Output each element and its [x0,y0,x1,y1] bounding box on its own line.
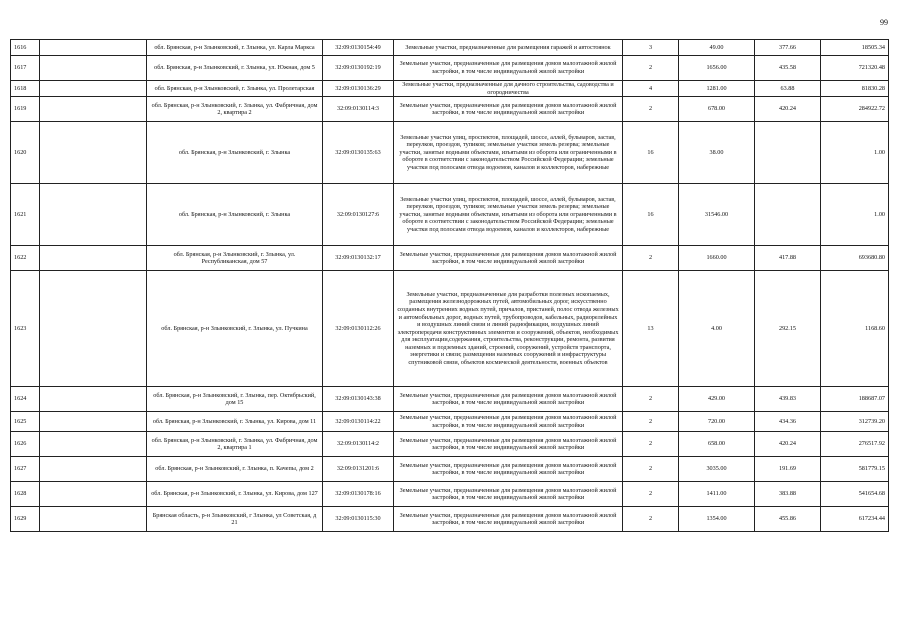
address-cell: обл. Брянская, р-н Злынковский, г. Злынка, пер. Октябрьский, дом 15 [147,387,323,412]
use-code-cell: 2 [623,387,679,412]
cadastral-number-cell: 32:09:0130112:26 [323,271,394,387]
land-use-cell: Земельные участки улиц, проспектов, площадей, шоссе, аллей, бульваров, застав, переулков, проездов, тупиков; земельные участки земель резерва; земельные участки, занятые водными объектами, изъятыми из оборота или ограниченными в обороте в соответствии с законодательством Российской Федерации; земельные участки под полосами отвода водоемов, каналов и коллекторов, набережные [394,184,623,246]
row-number: 1625 [11,412,40,432]
use-code-cell: 16 [623,184,679,246]
cadastral-number-cell: 32:09:0130115:30 [323,507,394,532]
specific-value-cell: 439.83 [755,387,821,412]
land-use-cell: Земельные участки, предназначенные для разработки полезных ископаемых, размещения железнодорожных путей, автомобильных дорог, искусственно созданных внутренних водных путей, причалов, пристаней, полос отвода железных и автомобильных дорог, водных путей, трубопроводов, кабельных, радиорелейных и воздушных линий связи и линий радиофикации, воздушных линий электропередачи конструктивных элементов и сооружений, объектов, необходимых для эксплуатации,содержания, строительства, реконструкции, ремонта, развития наземных и подземных зданий, строений, сооружений, устройств транспорта, энергетики и связи; размещения наземных сооружений и инфраструктуры спутниковой связи, объектов космической деятельности, военных объектов [394,271,623,387]
land-use-cell: Земельные участки, предназначенные для размещения гаражей и автостоянок [394,40,623,56]
row-number: 1628 [11,482,40,507]
cadastral-number-cell: 32:09:0130136:29 [323,81,394,97]
table-row [11,432,889,457]
land-use-cell: Земельные участки, предназначенные для размещения домов малоэтажной жилой застройки, в том числе индивидуальной жилой застройки [394,412,623,432]
specific-value-cell: 383.88 [755,482,821,507]
land-use-cell: Земельные участки улиц, проспектов, площадей, шоссе, аллей, бульваров, застав, переулков, проездов, тупиков; земельные участки земель резерва; земельные участки, занятые водными объектами, изъятыми из оборота или ограниченными в обороте в соответствии с законодательством Российской Федерации; земельные участки под полосами отвода водоемов, каналов и коллекторов, набережные [394,122,623,184]
area-cell: 49.00 [679,40,755,56]
land-use-cell: Земельные участки, предназначенные для размещения домов малоэтажной жилой застройки, в том числе индивидуальной жилой застройки [394,246,623,271]
specific-value-cell: 191.69 [755,457,821,482]
table-row [11,56,889,81]
cadastral-cost-cell: 18505.34 [821,40,889,56]
empty-cell [40,246,147,271]
specific-value-cell [755,184,821,246]
use-code-cell: 16 [623,122,679,184]
specific-value-cell: 420.24 [755,432,821,457]
address-cell: обл. Брянская, р-н Злынковский, г. Злынка [147,122,323,184]
cadastral-cost-cell: 581779.15 [821,457,889,482]
table-row [11,457,889,482]
specific-value-cell: 292.15 [755,271,821,387]
land-use-cell: Земельные участки, предназначенные для размещения домов малоэтажной жилой застройки, в том числе индивидуальной жилой застройки [394,457,623,482]
row-number: 1626 [11,432,40,457]
cadastral-cost-cell: 693680.80 [821,246,889,271]
area-cell: 429.00 [679,387,755,412]
table-row [11,97,889,122]
row-number: 1619 [11,97,40,122]
row-number: 1622 [11,246,40,271]
use-code-cell: 2 [623,482,679,507]
address-cell: обл. Брянская, р-н Злынковский, г. Злынка, ул. Фабричная, дом 2, квартира 1 [147,432,323,457]
area-cell: 658.00 [679,432,755,457]
empty-cell [40,271,147,387]
row-number: 1627 [11,457,40,482]
area-cell: 1656.00 [679,56,755,81]
area-cell: 3035.00 [679,457,755,482]
area-cell: 1411.00 [679,482,755,507]
empty-cell [40,184,147,246]
use-code-cell: 2 [623,246,679,271]
address-cell: обл. Брянская, р-н Злынковский, г. Злынка [147,184,323,246]
cadastral-number-cell: 32:09:0130114:3 [323,97,394,122]
land-use-cell: Земельные участки, предназначенные для размещения домов малоэтажной жилой застройки, в том числе индивидуальной жилой застройки [394,507,623,532]
use-code-cell: 13 [623,271,679,387]
use-code-cell: 4 [623,81,679,97]
cadastral-cost-cell: 541654.68 [821,482,889,507]
row-number: 1618 [11,81,40,97]
empty-cell [40,81,147,97]
specific-value-cell: 434.36 [755,412,821,432]
cadastral-cost-cell: 81830.28 [821,81,889,97]
table-row [11,482,889,507]
cadastral-cost-cell: 1.00 [821,184,889,246]
land-use-cell: Земельные участки, предназначенные для размещения домов малоэтажной жилой застройки, в том числе индивидуальной жилой застройки [394,432,623,457]
empty-cell [40,457,147,482]
use-code-cell: 3 [623,40,679,56]
specific-value-cell: 455.86 [755,507,821,532]
area-cell: 38.00 [679,122,755,184]
table-row [11,387,889,412]
specific-value-cell: 417.88 [755,246,821,271]
cadastral-number-cell: 32:09:0130114:2 [323,432,394,457]
specific-value-cell: 63.88 [755,81,821,97]
table-row [11,412,889,432]
empty-cell [40,387,147,412]
empty-cell [40,432,147,457]
land-use-cell: Земельные участки, предназначенные для размещения домов малоэтажной жилой застройки, в том числе индивидуальной жилой застройки [394,387,623,412]
empty-cell [40,97,147,122]
page-number: 99 [880,18,888,27]
address-cell: обл. Брянская, р-н Злынковский, г. Злынка, ул. Карла Маркса [147,40,323,56]
empty-cell [40,40,147,56]
cadastral-cost-cell: 1.00 [821,122,889,184]
specific-value-cell [755,122,821,184]
area-cell: 1354.00 [679,507,755,532]
table-row [11,184,889,246]
cadastral-registry-table [10,39,889,532]
cadastral-cost-cell: 1168.60 [821,271,889,387]
address-cell: Брянская область, р-н Злынковский, г Злынка, ул Советская, д 21 [147,507,323,532]
table-row [11,40,889,56]
row-number: 1623 [11,271,40,387]
row-number: 1624 [11,387,40,412]
cadastral-number-cell: 32:09:0130178:16 [323,482,394,507]
row-number: 1629 [11,507,40,532]
land-use-cell: Земельные участки, предназначенные для дачного строительства, садоводства и огородничества [394,81,623,97]
table-row [11,271,889,387]
land-use-cell: Земельные участки, предназначенные для размещения домов малоэтажной жилой застройки, в том числе индивидуальной жилой застройки [394,56,623,81]
cadastral-number-cell: 32:09:0130127:6 [323,184,394,246]
address-cell: обл. Брянская, р-н Злынковский, г. Злынка, ул. Кирова, дом 127 [147,482,323,507]
address-cell: обл. Брянская, р-н Злынковский, г. Злынка, ул. Пучкина [147,271,323,387]
address-cell: обл. Брянская, р-н Злынковский, г. Злынка, ул. Пролетарская [147,81,323,97]
use-code-cell: 2 [623,432,679,457]
cadastral-cost-cell: 188687.07 [821,387,889,412]
row-number: 1617 [11,56,40,81]
empty-cell [40,507,147,532]
table-row [11,81,889,97]
specific-value-cell: 420.24 [755,97,821,122]
cadastral-cost-cell: 284922.72 [821,97,889,122]
address-cell: обл. Брянская, р-н Злынковский, г. Злынка, ул. Южная, дом 5 [147,56,323,81]
cadastral-cost-cell: 617234.44 [821,507,889,532]
area-cell: 1281.00 [679,81,755,97]
land-use-cell: Земельные участки, предназначенные для размещения домов малоэтажной жилой застройки, в том числе индивидуальной жилой застройки [394,482,623,507]
registry-body [11,40,889,532]
table-row [11,507,889,532]
area-cell: 720.00 [679,412,755,432]
use-code-cell: 2 [623,457,679,482]
row-number: 1616 [11,40,40,56]
cadastral-cost-cell: 312739.20 [821,412,889,432]
cadastral-cost-cell: 276517.92 [821,432,889,457]
cadastral-number-cell: 32:09:0130192:19 [323,56,394,81]
use-code-cell: 2 [623,56,679,81]
table-row [11,122,889,184]
cadastral-number-cell: 32:09:0130132:17 [323,246,394,271]
address-cell: обл. Брянская, р-н Злынковский, г. Злынка, ул. Фабричная, дом 2, квартира 2 [147,97,323,122]
cadastral-number-cell: 32:09:0130135:63 [323,122,394,184]
area-cell: 1660.00 [679,246,755,271]
area-cell: 31546.00 [679,184,755,246]
cadastral-cost-cell: 721320.48 [821,56,889,81]
empty-cell [40,56,147,81]
empty-cell [40,482,147,507]
cadastral-number-cell: 32:09:0130114:22 [323,412,394,432]
cadastral-number-cell: 32:09:0130143:38 [323,387,394,412]
empty-cell [40,412,147,432]
table-row [11,246,889,271]
area-cell: 678.00 [679,97,755,122]
land-use-cell: Земельные участки, предназначенные для размещения домов малоэтажной жилой застройки, в том числе индивидуальной жилой застройки [394,97,623,122]
area-cell: 4.00 [679,271,755,387]
address-cell: обл. Брянская, р-н Злынковский, г. Злынка, п. Качепы, дом 2 [147,457,323,482]
empty-cell [40,122,147,184]
address-cell: обл. Брянская, р-н Злынковский, г. Злынка, ул. Кирова, дом 11 [147,412,323,432]
use-code-cell: 2 [623,97,679,122]
cadastral-number-cell: 32:09:0131201:6 [323,457,394,482]
specific-value-cell: 377.66 [755,40,821,56]
row-number: 1620 [11,122,40,184]
use-code-cell: 2 [623,507,679,532]
use-code-cell: 2 [623,412,679,432]
address-cell: обл. Брянская, р-н Злынковский, г. Злынка, ул. Республиканская, дом 57 [147,246,323,271]
row-number: 1621 [11,184,40,246]
cadastral-number-cell: 32:09:0130154:49 [323,40,394,56]
specific-value-cell: 435.58 [755,56,821,81]
